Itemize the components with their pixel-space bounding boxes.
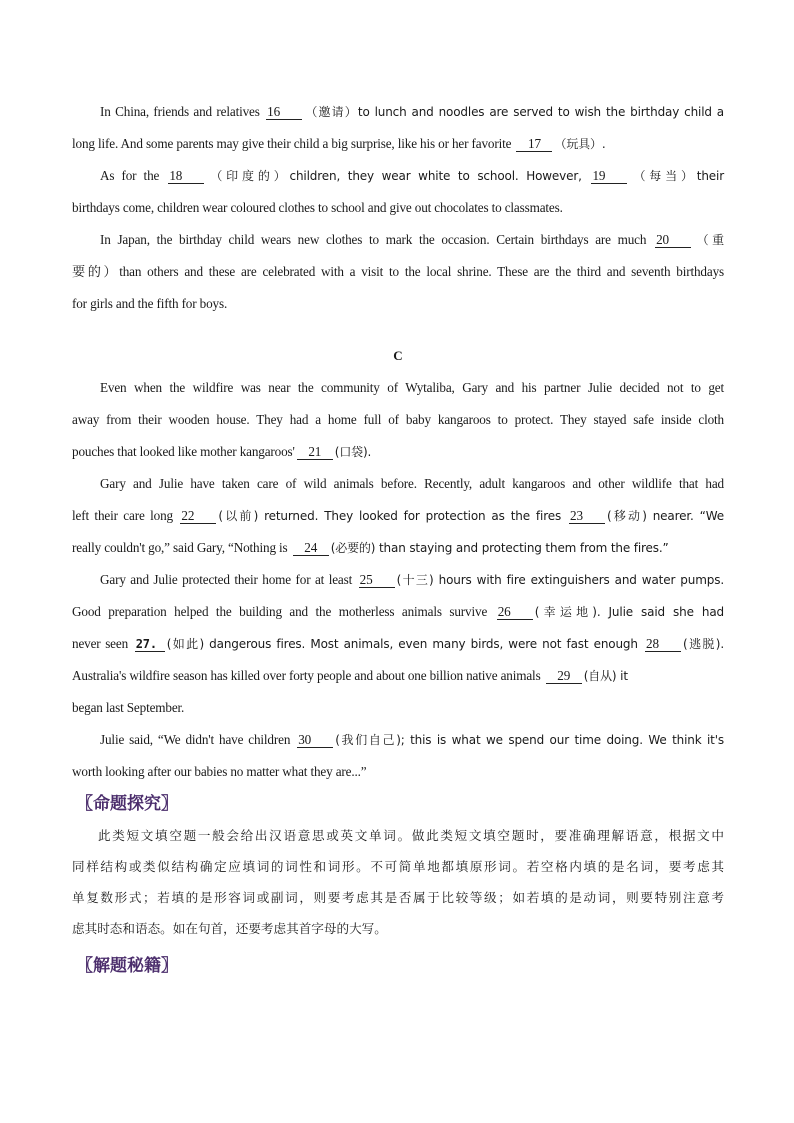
blank-27[interactable]: 27.	[135, 637, 165, 652]
line-text: never seen	[72, 636, 133, 651]
line-text: (以前) returned. They looked for protection as the fires	[218, 509, 568, 523]
passage-line	[72, 288, 724, 320]
blank-18[interactable]: 18	[168, 169, 204, 184]
passage-line	[72, 404, 724, 436]
blank-26[interactable]: 26	[497, 605, 533, 620]
blank-17[interactable]: 17	[516, 137, 552, 152]
line-text: Gary and Julie have taken care of wild animals before. Recently, adult kangaroos and other wildlife that had	[100, 476, 724, 491]
passage-line	[72, 256, 724, 288]
line-text: （邀请）to lunch and noodles are served to wish the birthday child a	[304, 105, 725, 119]
passage-line	[72, 692, 724, 724]
line-text: As for the	[100, 168, 167, 183]
line-text: (自从) it	[583, 669, 628, 683]
line-text: 要的）than others and these are celebrated with a visit to the local shrine. These are the third and seventh birthdays	[72, 264, 724, 279]
line-text: (十三) hours with fire extinguishers and water pumps.	[396, 573, 724, 587]
blank-30[interactable]: 30	[297, 733, 333, 748]
line-text: （重	[693, 233, 724, 247]
line-text: long life. And some parents may give their child a big surprise, like his or her favorite	[72, 136, 515, 151]
line-text: began last September.	[72, 700, 185, 715]
line-text: worth looking after our babies no matter what they are...”	[72, 764, 367, 779]
line-text: left their care long	[72, 508, 179, 523]
line-text: really couldn't go,” said Gary, “Nothing is	[72, 540, 291, 555]
line-text: (幸运地). Julie said she had	[534, 605, 724, 619]
blank-29[interactable]: 29	[546, 669, 582, 684]
line-text: In China, friends and relatives	[100, 104, 265, 119]
blank-20[interactable]: 20	[655, 233, 691, 248]
passage-line	[72, 192, 724, 224]
section-c-label: C	[393, 348, 403, 363]
line-text: away from their wooden house. They had a home full of baby kangaroos to protect. They stayed safe inside cloth	[72, 412, 724, 427]
passage-line	[72, 660, 724, 692]
passage-line	[72, 724, 724, 756]
blank-28[interactable]: 28	[645, 637, 681, 652]
passage-line	[72, 628, 724, 660]
blank-23[interactable]: 23	[569, 509, 605, 524]
line-text: pouches that looked like mother kangaroos'	[72, 444, 295, 459]
line-text: （玩具）.	[554, 137, 606, 151]
line-text: birthdays come, children wear coloured clothes to school and give out chocolates to classmates.	[72, 200, 563, 215]
blank-22[interactable]: 22	[180, 509, 216, 524]
line-text: (移动) nearer. “We	[607, 509, 724, 523]
paragraph-line: 单复数形式；若填的是形容词或副词，则要考虑其是否属于比较等级；如若填的是动词，则要特别注意考	[72, 890, 724, 905]
line-text: (口袋).	[334, 445, 372, 459]
line-text: (我们自己); this is what we spend our time doing. We think it's	[335, 733, 724, 747]
line-text: (逃脱).	[683, 637, 724, 651]
paragraph-line: 虑其时态和语态。如在句首，还要考虑其首字母的大写。	[72, 921, 387, 936]
line-text: (必要的) than staying and protecting them from the fires.”	[330, 541, 669, 555]
passage-line	[72, 436, 724, 468]
passage-line	[72, 468, 724, 500]
paragraph-line: 此类短文填空题一般会给出汉语意思或英文单词。做此类短文填空题时，要准确理解语意，根据文中	[98, 828, 724, 843]
passage-line	[72, 160, 724, 192]
section-heading-tips: 〖解题秘籍〗	[76, 956, 178, 976]
passage-b	[72, 96, 724, 320]
line-text: Gary and Julie protected their home for at least	[100, 572, 357, 587]
passage-line	[72, 532, 724, 564]
blank-19[interactable]: 19	[591, 169, 627, 184]
passage-line	[72, 564, 724, 596]
line-text: Even when the wildfire was near the community of Wytaliba, Gary and his partner Julie decided not to get	[100, 380, 724, 395]
line-text: (如此) dangerous fires. Most animals, even many birds, were not fast enough	[166, 637, 644, 651]
exploration-paragraph	[72, 820, 724, 944]
blank-24[interactable]: 24	[293, 541, 329, 556]
passage-line	[72, 128, 724, 160]
line-text: （印度的）children, they wear white to school. However,	[206, 169, 590, 183]
passage-c	[72, 372, 724, 788]
line-text: （每当）their	[629, 169, 724, 183]
passage-line	[72, 596, 724, 628]
passage-line	[72, 756, 724, 788]
line-text: for girls and the fifth for boys.	[72, 296, 228, 311]
section-heading-exploration: 〖命题探究〗	[76, 794, 178, 814]
passage-line	[72, 500, 724, 532]
line-text: Good preparation helped the building and the motherless animals survive	[72, 604, 495, 619]
blank-25[interactable]: 25	[359, 573, 395, 588]
passage-line	[72, 96, 724, 128]
line-text: Australia's wildfire season has killed over forty people and about one billion native animals	[72, 668, 544, 683]
passage-line	[72, 224, 724, 256]
paragraph-line: 同样结构或类似结构确定应填词的词性和词形。不可简单地都填原形词。若空格内填的是名词，要考虑其	[72, 859, 724, 874]
blank-16[interactable]: 16	[266, 105, 302, 120]
line-text: In Japan, the birthday child wears new clothes to mark the occasion. Certain birthdays are much	[100, 232, 654, 247]
page	[72, 96, 724, 982]
line-text: Julie said, “We didn't have children	[100, 732, 296, 747]
blank-21[interactable]: 21	[297, 445, 333, 460]
passage-line	[72, 372, 724, 404]
